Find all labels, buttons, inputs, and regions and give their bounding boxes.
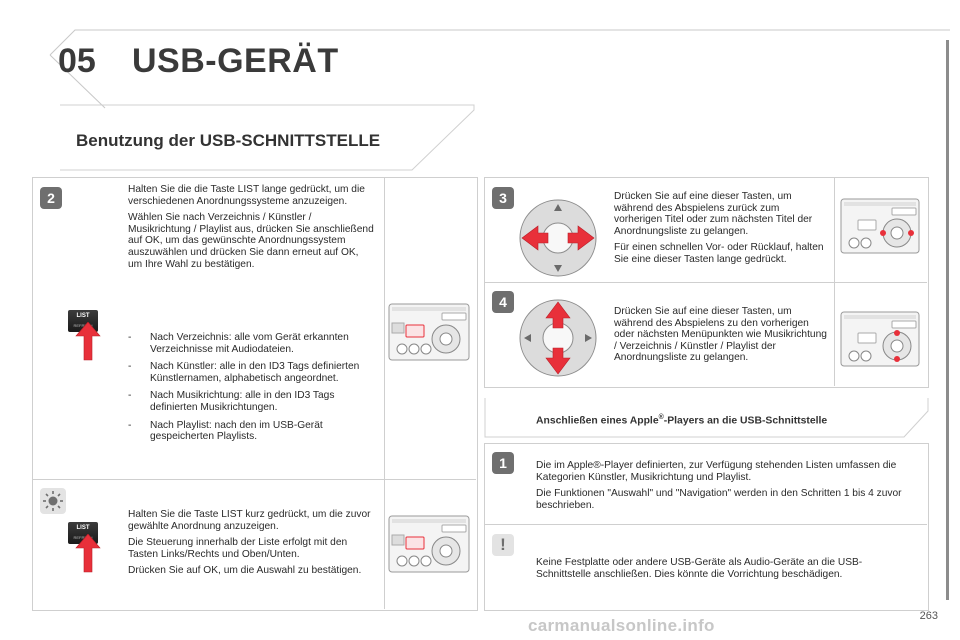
page-edge-rule <box>946 40 949 600</box>
apple-step-1-text <box>536 460 916 516</box>
watermark: carmanualsonline.info <box>528 616 715 635</box>
step-3-badge: 3 <box>492 187 514 209</box>
warning-text: Keine Festplatte oder andere USB-Geräte als Audio-Geräte an die USB-Schnittstelle anschließen. Dies könnte die Vorrichtung beschädigen. <box>536 557 863 580</box>
arrow-up-icon <box>74 322 102 362</box>
radio-unit-illustration <box>840 311 920 367</box>
tip-paragraph: Die Steuerung innerhalb der Liste erfolgt mit den Tasten Links/Rechts und Oben/Unten. <box>128 537 348 560</box>
step-2-text <box>128 184 374 275</box>
radio-unit-illustration <box>388 515 470 573</box>
list-key-label: LIST <box>76 525 90 531</box>
step-4-paragraph: Drücken Sie auf eine dieser Tasten, um während des Abspielens zu den vorherigen oder nächsten Menüpunkten wie Musikrichtung / Verzeichnis / Künstler / Playlist der Anordnungsliste zu gelangen. <box>614 306 827 364</box>
left-panel-separator <box>32 479 476 480</box>
list-key-label: LIST <box>76 313 90 319</box>
apple-section-title: Anschließen eines Apple®-Players an die USB-Schnittstelle <box>536 414 828 427</box>
tip-text <box>128 509 374 582</box>
step-2-paragraph: Wählen Sie nach Verzeichnis / Künstler / Musikrichtung / Playlist aus, drücken Sie anschließend auf OK, um das gewünschte Anordnungssystem auszuwählen und drücken Sie dann erneut auf OK, um Ihre Wahl zu bestätigen. <box>128 212 374 270</box>
list-key-sublabel: REFRESH <box>73 323 93 328</box>
right-panel-separator <box>484 282 927 283</box>
list-item: - Nach Playlist: nach den im USB-Gerät gespeicherten Playlists. <box>128 419 323 443</box>
warning-icon: ! <box>492 534 514 556</box>
step-2-paragraph: Halten Sie die die Taste LIST lange gedrückt, um die verschiedenen Anordnungssysteme anzuzeigen. <box>128 184 365 207</box>
chapter-number: 05 <box>58 42 96 80</box>
step-3-paragraph: Drücken Sie auf eine dieser Tasten, um während des Abspielens zurück zum vorherigen Titel oder zum nächsten Titel der Anordnungsliste zu gelangen. <box>614 191 813 237</box>
tip-paragraph: Halten Sie die Taste LIST kurz gedrückt, um die zuvor gewählte Anordnung anzuzeigen. <box>128 509 371 532</box>
list-key-sublabel: REFRESH <box>73 535 93 540</box>
list-item: - Nach Künstler: alle in den ID3 Tags definierten Künstlernamen, alphabetisch angeordnet. <box>128 361 360 384</box>
tip-badge <box>40 488 66 514</box>
apple-panel-separator <box>484 524 927 525</box>
radio-unit-illustration <box>840 198 920 254</box>
direction-pad-left-right-icon <box>518 198 598 278</box>
step-3-paragraph: Für einen schnellen Vor- oder Rücklauf, halten Sie eine dieser Tasten lange gedrückt. <box>614 242 824 265</box>
step-3-text <box>614 191 826 271</box>
step-2-badge: 2 <box>40 187 62 209</box>
chapter-title: USB-GERÄT <box>132 42 339 80</box>
apple-paragraph: Die im Apple®-Player definierten, zur Verfügung stehenden Listen umfassen die Kategorien Künstler, Musikrichtung und Playlist. <box>536 460 897 483</box>
tip-paragraph: Drücken Sie auf OK, um die Auswahl zu bestätigen. <box>128 565 362 577</box>
list-item: - Nach Verzeichnis: alle vom Gerät erkannten Verzeichnisse mit Audiodateien. <box>128 332 349 355</box>
sort-options-list <box>128 332 376 449</box>
left-panel-divider <box>384 177 385 609</box>
step-1-badge: 1 <box>492 452 514 474</box>
step-4-badge: 4 <box>492 291 514 313</box>
apple-paragraph: Die Funktionen "Auswahl" und "Navigation" werden in den Schritten 1 bis 4 zuvor beschrieben. <box>536 488 902 511</box>
arrow-up-icon <box>74 534 102 574</box>
page-number: 263 <box>919 610 938 622</box>
section-title: Benutzung der USB-SCHNITTSTELLE <box>76 131 381 150</box>
step-4-text <box>614 306 828 369</box>
direction-pad-up-down-icon <box>518 298 598 378</box>
radio-unit-illustration <box>388 303 470 361</box>
list-item: - Nach Musikrichtung: alle in den ID3 Tags definierten Musikrichtungen. <box>128 390 335 413</box>
